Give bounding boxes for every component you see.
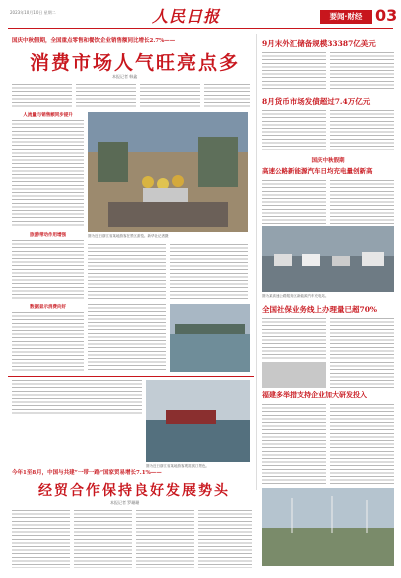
bottom-byline: 本报记者 罗珊珊	[110, 500, 140, 505]
lead-text-block	[12, 84, 72, 109]
bottom-kicker: 今年1至8月，中国与共建“一带一路”国家贸易增长7.1%——	[12, 470, 162, 476]
lead-byline: 本报记者 韩鑫	[112, 74, 138, 79]
lead-subhead: 旅游带动作用增强	[30, 233, 66, 238]
masthead	[0, 0, 401, 28]
river-photo	[170, 304, 250, 372]
right-text-block	[330, 362, 394, 388]
lead-subhead: 数据显示消费向好	[30, 305, 66, 310]
right-text-block	[330, 52, 394, 90]
right-text-block	[330, 404, 394, 484]
right-text-block	[330, 180, 394, 224]
festival-crowd-photo	[88, 112, 248, 232]
right-headline-1: 9月末外汇储备规模33387亿美元	[262, 39, 376, 48]
lead-text-block	[12, 120, 84, 228]
middle-photo	[146, 380, 250, 462]
masthead-rule	[8, 28, 393, 29]
charging-station-photo	[262, 226, 394, 292]
page-number: 03	[375, 6, 398, 25]
bottom-text-block	[12, 510, 70, 568]
factory-photo	[262, 488, 394, 566]
lead-text-block	[88, 304, 166, 372]
bottom-text-block	[136, 510, 194, 568]
wind-farm-photo	[262, 488, 394, 566]
lead-text-block	[12, 312, 84, 372]
riverside-scene	[170, 304, 250, 372]
lead-text-block	[140, 84, 200, 109]
ship-port-photo	[146, 380, 250, 462]
right-headline-4: 全国社保业务线上办理量已超70%	[262, 305, 378, 314]
bottom-text-block	[198, 510, 252, 568]
right-text-block	[262, 180, 326, 224]
right-photo	[262, 226, 394, 292]
bottom-rule	[8, 376, 254, 377]
right-headline-5: 福建多举措支持企业加大研发投入	[262, 390, 367, 399]
right-text-block	[262, 52, 326, 90]
right-text-block	[262, 110, 326, 150]
middle-text-block	[12, 380, 142, 416]
right-text-block	[262, 318, 326, 360]
middle-photo-caption: 图为近日浙江省某地游客观赏滨江景色。	[146, 464, 209, 468]
right-text-block	[330, 318, 394, 360]
issue-date: 2023年10月10日 星期二	[10, 10, 56, 15]
column-divider	[256, 34, 257, 490]
right-headline-2: 8月货币市场发债超过7.4万亿元	[262, 97, 371, 106]
lead-subhead: 人流量与销售额同步提升	[23, 113, 73, 118]
lead-title: 消费市场人气旺亮点多	[30, 52, 241, 74]
right-kicker-3: 国庆中秋假期	[311, 158, 345, 164]
lead-photo	[88, 112, 248, 232]
lead-photo-caption: 图为近日浙江省某地游客在景区游览。新华社记者摄	[88, 234, 169, 238]
right-photo-caption: 图为某高速公路服务区新能源汽车充电站。	[262, 294, 329, 298]
right-headline-3: 高速公路新能源汽车日均充电量创新高	[262, 167, 373, 175]
lead-text-block	[204, 84, 250, 109]
lead-text-block	[170, 244, 248, 300]
section-label: 要闻·财经	[320, 10, 372, 24]
right-text-block	[330, 110, 394, 150]
lead-text-block	[12, 240, 84, 300]
right-text-block	[262, 404, 326, 484]
bottom-text-block	[74, 510, 132, 568]
newspaper-logo: 人民日报	[152, 7, 221, 26]
side-note-box	[262, 362, 326, 388]
bottom-title: 经贸合作保持良好发展势头	[38, 483, 230, 499]
lead-text-block	[76, 84, 136, 109]
lead-kicker: 国庆中秋假期，全国重点零售和餐饮企业销售额同比增长2.7%——	[12, 38, 176, 44]
lead-text-block	[88, 244, 166, 300]
